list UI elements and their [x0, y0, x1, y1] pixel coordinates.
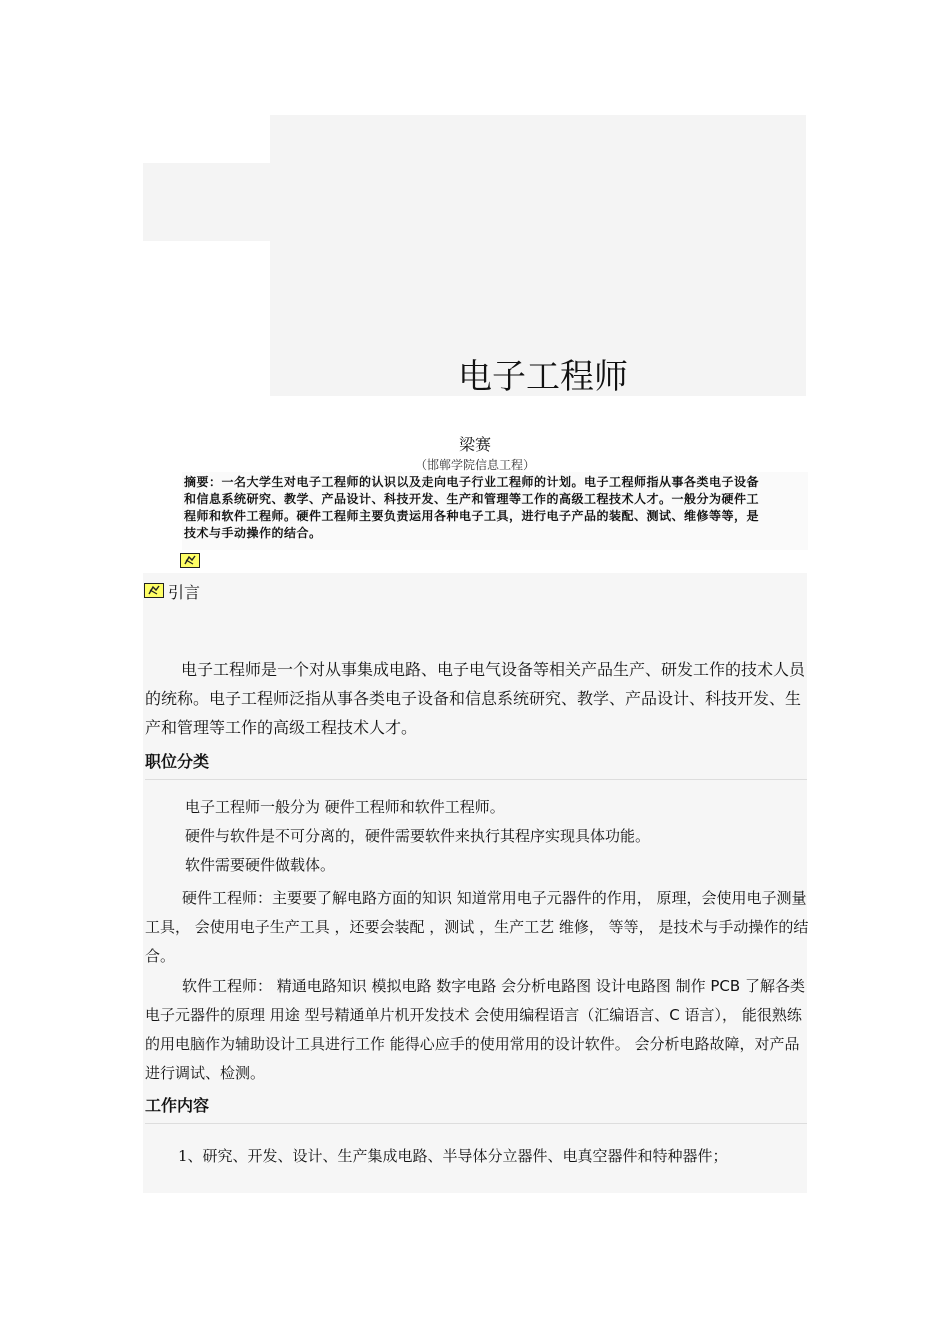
- intro-heading: 引言: [168, 583, 201, 602]
- abstract-text: 一名大学生对电子工程师的认识以及走向电子行业工程师的计划。电子工程师指从事各类电子设备和信息系统研究、教学、产品设计、科技开发、生产和管理等工作的高级工程技术人才。一般分为硬件工程师和软件工程师。硬件工程师主要负责运用各种电子工具，进行电子产品的装配、测试、维修等等，是技术与手动操作的结合。: [184, 475, 760, 540]
- positions-list: [185, 793, 650, 880]
- document-title: 电子工程师: [458, 357, 628, 397]
- abstract: [184, 474, 762, 542]
- broken-image-icon: [144, 583, 164, 598]
- abstract-label: 摘要：: [184, 475, 222, 489]
- positions-line: 软件需要硬件做载体。: [185, 856, 336, 874]
- software-engineer-paragraph: 软件工程师： 精通电路知识 模拟电路 数字电路 会分析电路图 设计电路图 制作 PCB 了解各类电子元器件的原理 用途 型号精通单片机开发技术 会使用编程语言（汇编语言、C 语言）， 能很熟练的用电脑作为辅助设计工具进行工作 能得心应手的使用常用的设计软件。 会分析电路故障，对产品进行调试、检测。: [145, 977, 805, 1082]
- hardware-engineer-paragraph: 硬件工程师：主要要了解电路方面的知识 知道常用电子元器件的作用， 原理，会使用电子测量工具， 会使用电子生产工具 ，还要会装配 ，测试 ，生产工艺 维修， 等等， 是技术与手动操作的结合。: [145, 889, 809, 965]
- author-name: 梁赛: [458, 435, 491, 454]
- work-heading: 工作内容: [145, 1095, 807, 1124]
- author-affiliation: （邯郸学院信息工程）: [414, 458, 535, 472]
- positions-heading: 职位分类: [145, 751, 807, 780]
- left-background-block: [143, 163, 271, 241]
- broken-image-icon: [180, 553, 200, 568]
- positions-line: 硬件与软件是不可分离的，硬件需要软件来执行其程序实现具体功能。: [185, 827, 651, 845]
- intro-paragraph: 电子工程师是一个对从事集成电路、电子电气设备等相关产品生产、研发工作的技术人员的统称。电子工程师泛指从事各类电子设备和信息系统研究、教学、产品设计、科技开发、生产和管理等工作的高级工程技术人才。: [145, 660, 806, 737]
- positions-line: 电子工程师一般分为 硬件工程师和软件工程师。: [185, 798, 505, 816]
- work-item: 1、研究、开发、设计、生产集成电路、半导体分立器件、电真空器件和特种器件；: [178, 1147, 728, 1165]
